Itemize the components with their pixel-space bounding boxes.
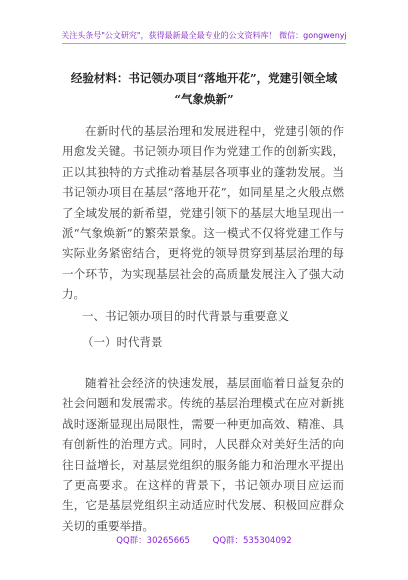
section-heading-1: 一、书记领办项目的时代背景与重要意义: [82, 309, 289, 323]
page-header-banner: 关注头条号"公文研究"，获得最新最全最专业的公文资料库！ 微信：gongwenyj: [61, 31, 347, 40]
footer-qq-group-1: QQ群：30265665: [116, 536, 190, 546]
document-title-line-2: “气象焕新”: [174, 92, 234, 106]
subsection-heading-1: （一）时代背景: [82, 335, 163, 349]
background-paragraph: 随着社会经济的快速发展，基层面临着日益复杂的社会问题和发展需求。传统的基层治理模式在应对新挑战时逐渐显现出局限性，需要一种更加高效、精准、具有创新性的治理方式。同时，人民群众对美好生活的向往日益增长，对基层党组织的服务能力和治理水平提出了更高要求。在这样的背景下，书记领办项目应运而生，它是基层党组织主动适应时代发展、积极回应群众关切的重要举措。: [62, 376, 344, 533]
intro-paragraph: 在新时代的基层治理和发展进程中，党建引领的作用愈发关键。书记领办项目作为党建工作的创新实践，正以其独特的方式推动着基层各项事业的蓬勃发展。当书记领办项目在基层“落地开花”，如同星星之火般点燃了全域发展的新希望，党建引领下的基层大地呈现出一派“气象焕新”的繁荣景象。这一模式不仅将党建工作与实际业务紧密结合，更将党的领导贯穿到基层治理的每一个环节，为实现基层社会的高质量发展注入了强大动力。: [62, 124, 344, 302]
document-title: [50, 68, 358, 110]
header-divider: [62, 43, 346, 44]
footer-qq-group-2: QQ群：535304092: [212, 536, 292, 546]
document-title-line-1: 经验材料：书记领办项目“落地开花”，党建引领全域: [70, 71, 338, 85]
page-footer: [0, 534, 408, 546]
